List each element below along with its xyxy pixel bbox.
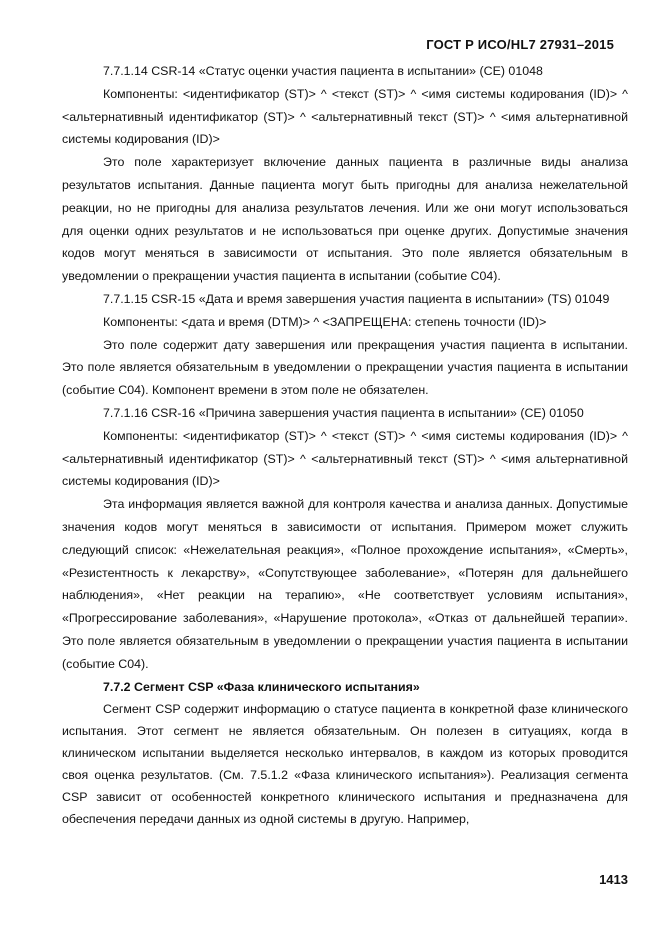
components-csr14: Компоненты: <идентификатор (ST)> ^ <текст (ST)> ^ <имя системы кодирования (ID)> ^ <альтернативный идентификатор (ST)> ^ <альтернативный текст (ST)> ^ <имя альтернативной системы кодирования (ID)> <box>62 86 628 147</box>
description-csr16: Эта информация является важной для контроля качества и анализа данных. Допустимые значения кодов могут меняться в зависимости от испытания. Примером может служить следующий список: «Нежелательная реакция», «Полное прохождение испытания», «Смерть», «Резистентность к лекарству», «Сопутствующее заболевание», «Потерян для дальнейшего наблюдения», «Нет реакции на терапию», «Не соответствует условиям испытания», «Прогрессирование заболевания», «Нарушение протокола», «Отказ от дальнейшей терапии». Это поле является обязательным в уведомлении о прекращении участия пациента в испытании (событие C04). <box>62 497 628 671</box>
description-csr15: Это поле содержит дату завершения или прекращения участия пациента в испытании. Это поле является обязательным в уведомлении о прекращении участия пациента в испытании (событие C04). Компонент времени в этом поле не обязателен. <box>62 337 628 398</box>
components-csr16: Компоненты: <идентификатор (ST)> ^ <текст (ST)> ^ <имя системы кодирования (ID)> ^ <альтернативный идентификатор (ST)> ^ <альтернативный текст (ST)> ^ <имя альтернативной системы кодирования (ID)> <box>62 428 628 489</box>
description-csr14: Это поле характеризует включение данных пациента в различные виды анализа результатов испытания. Данные пациента могут быть пригодны для анализа нежелательной реакции, но не пригодны для анализа результатов лечения. Или же они могут использоваться для оценки одних результатов и не использоваться при оценке других. Допустимые значения кодов могут меняться в зависимости от испытания. Это поле является обязательным в уведомлении о прекращении участия пациента в испытании (событие C04). <box>62 155 628 284</box>
section-heading-csr16: 7.7.1.16 CSR-16 «Причина завершения участия пациента в испытании» (CE) 01050 <box>103 405 584 420</box>
components-csr15: Компоненты: <дата и время (DTM)> ^ <ЗАПРЕЩЕНА: степень точности (ID)> <box>103 314 547 329</box>
section-heading-csp: 7.7.2 Сегмент CSP «Фаза клинического испытания» <box>103 679 420 694</box>
page-number: 1413 <box>599 872 628 887</box>
document-standard-header: ГОСТ Р ИСО/HL7 27931–2015 <box>426 37 614 52</box>
section-heading-csr15: 7.7.1.15 CSR-15 «Дата и время завершения участия пациента в испытании» (TS) 01049 <box>103 291 610 306</box>
description-csp: Сегмент CSP содержит информацию о статусе пациента в конкретной фазе клинического испытания. Этот сегмент не является обязательным. Он полезен в ситуациях, когда в клиническом испытании выделяется несколько интервалов, в каждом из которых проводится своя оценка результатов. (См. 7.5.1.2 «Фаза клинического испытания»). Реализация сегмента CSP зависит от особенностей конкретного клинического испытания и предназначена для обеспечения передачи данных из одной системы в другую. Например, <box>62 702 628 827</box>
page-body <box>62 60 628 830</box>
section-heading-csr14: 7.7.1.14 CSR-14 «Статус оценки участия пациента в испытании» (CE) 01048 <box>103 64 543 78</box>
